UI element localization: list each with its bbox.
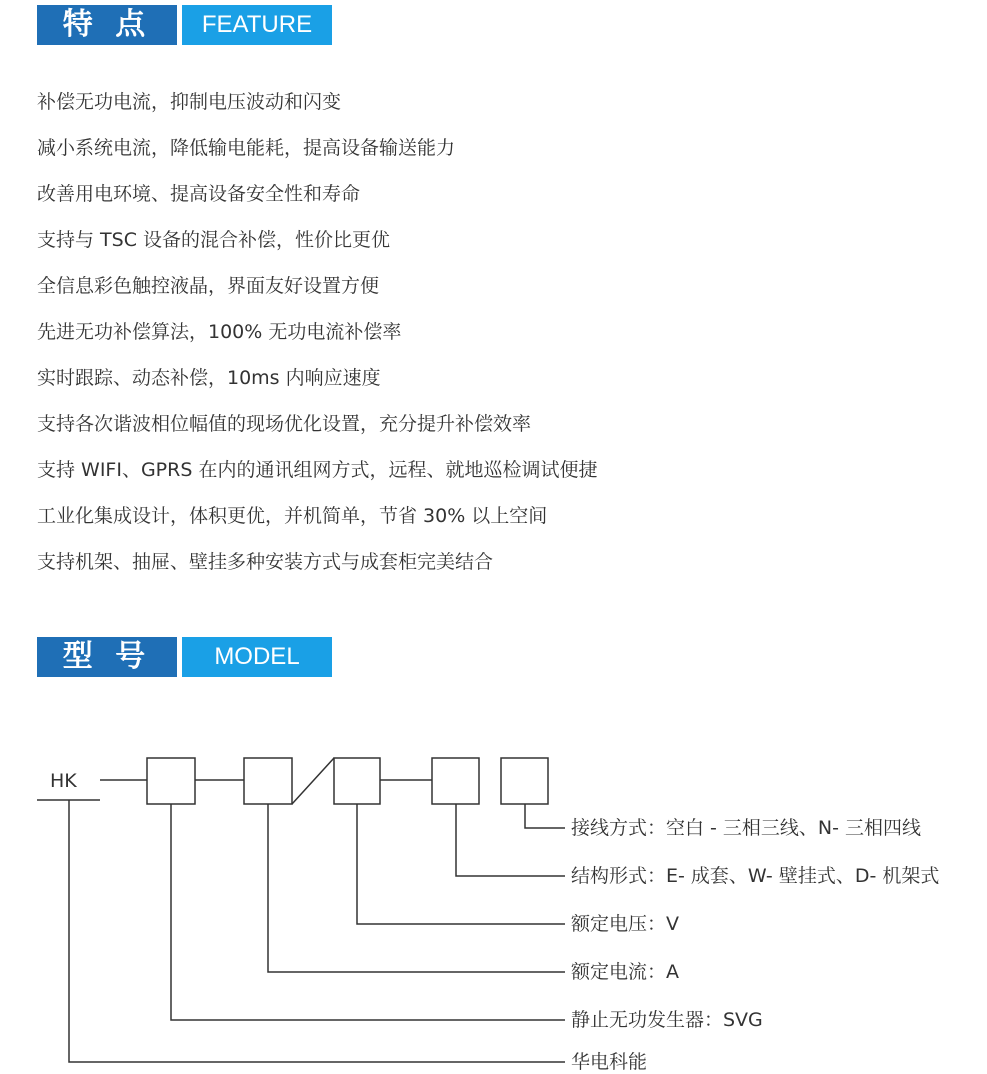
label-wiring: 接线方式：空白 - 三相三线、N- 三相四线 — [571, 817, 922, 839]
feature-item: 支持各次谐波相位幅值的现场优化设置，充分提升补偿效率 — [37, 413, 532, 435]
label-svg: 静止无功发生器：SVG — [571, 1009, 763, 1031]
label-brand: 华电科能 — [571, 1051, 648, 1073]
feature-item: 减小系统电流，降低输电能耗，提高设备输送能力 — [37, 137, 456, 159]
feature-item: 支持 WIFI、GPRS 在内的通讯组网方式，远程、就地巡检调试便捷 — [37, 459, 598, 481]
feature-item: 补偿无功电流，抑制电压波动和闪变 — [37, 91, 342, 113]
leader-wiring — [525, 804, 565, 828]
code-box-voltage — [334, 758, 380, 804]
code-box-structure — [432, 758, 479, 804]
leader-current — [268, 804, 565, 972]
feature-item: 全信息彩色触控液晶，界面友好设置方便 — [37, 275, 380, 297]
label-current: 额定电流：A — [571, 961, 679, 983]
model-header-en: MODEL — [182, 637, 332, 677]
code-box-wiring — [501, 758, 548, 804]
feature-item: 支持机架、抽屉、壁挂多种安装方式与成套柜完美结合 — [37, 551, 494, 573]
feature-header-en: FEATURE — [182, 5, 332, 45]
leader-svg — [171, 804, 565, 1020]
feature-item: 支持与 TSC 设备的混合补偿，性价比更优 — [37, 229, 391, 251]
connector-slash — [292, 758, 334, 804]
leader-voltage — [357, 804, 565, 924]
model-prefix: HK — [50, 770, 77, 792]
feature-list — [37, 82, 597, 588]
model-header-cn: 型 号 — [37, 637, 177, 677]
feature-item: 先进无功补偿算法，100% 无功电流补偿率 — [37, 321, 402, 343]
model-code-diagram — [0, 740, 987, 1074]
feature-item: 实时跟踪、动态补偿，10ms 内响应速度 — [37, 367, 381, 389]
leader-brand — [69, 800, 565, 1062]
code-box-svg — [147, 758, 195, 804]
code-box-current — [244, 758, 292, 804]
label-voltage: 额定电压：V — [571, 913, 679, 935]
feature-item: 工业化集成设计，体积更优，并机简单，节省 30% 以上空间 — [37, 505, 548, 527]
feature-item: 改善用电环境、提高设备安全性和寿命 — [37, 183, 361, 205]
label-structure: 结构形式：E- 成套、W- 壁挂式、D- 机架式 — [571, 865, 940, 887]
leader-structure — [456, 804, 565, 876]
feature-header-cn: 特 点 — [37, 5, 177, 45]
